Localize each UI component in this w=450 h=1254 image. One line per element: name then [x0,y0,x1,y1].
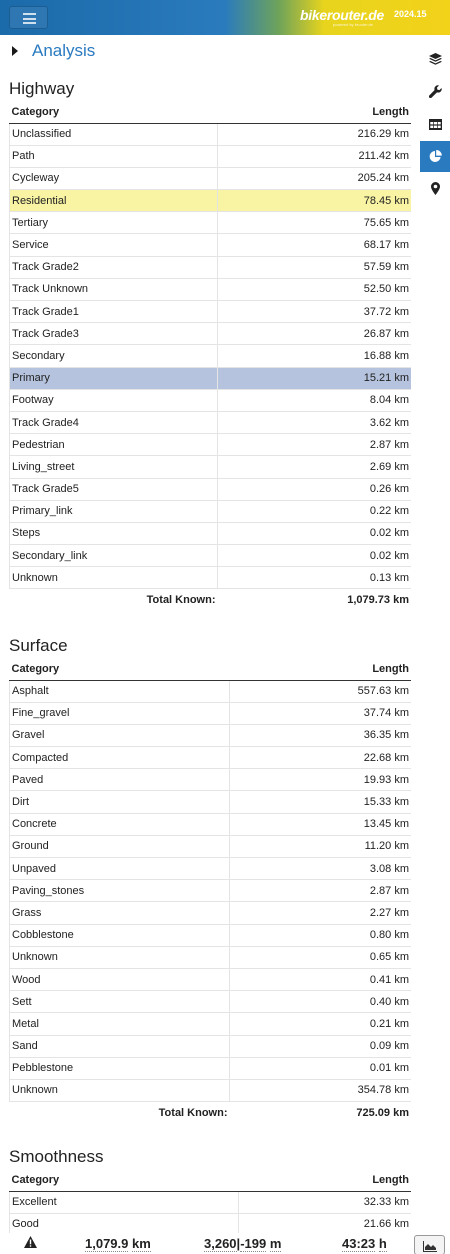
table-row[interactable] [10,345,412,367]
category-cell: Paved [10,769,230,791]
sidebar-tabs [420,42,450,205]
length-cell: 0.41 km [230,968,412,990]
menu-button[interactable] [9,6,48,29]
category-cell: Track Grade5 [10,478,218,500]
version-label: 2024.15 [394,9,427,19]
length-cell: 57.59 km [218,256,412,278]
category-cell: Steps [10,522,218,544]
warning-icon[interactable] [24,1236,37,1251]
table-row[interactable] [10,389,412,411]
table-row[interactable] [10,301,412,323]
length-cell: 0.02 km [218,522,412,544]
category-cell: Track Grade4 [10,411,218,433]
category-cell: Unknown [10,946,230,968]
category-cell: Compacted [10,747,230,769]
surface-total-row [10,1102,412,1124]
table-row[interactable] [10,902,412,924]
length-cell: 19.93 km [230,769,412,791]
table-row[interactable] [10,747,412,769]
table-row[interactable] [10,278,412,300]
length-cell: 354.78 km [230,1079,412,1101]
category-cell: Sand [10,1035,230,1057]
table-row[interactable] [10,545,412,567]
col-length: Length [239,1169,412,1191]
length-cell: 75.65 km [218,212,412,234]
category-cell: Unknown [10,1079,230,1101]
table-row[interactable] [10,234,412,256]
category-cell: Cycleway [10,167,218,189]
table-row[interactable] [10,456,412,478]
col-category: Category [10,1169,239,1191]
length-cell: 0.02 km [218,545,412,567]
length-cell: 216.29 km [218,123,412,145]
length-cell: 22.68 km [230,747,412,769]
category-cell: Gravel [10,724,230,746]
category-cell: Primary [10,367,218,389]
surface-section [9,636,411,1124]
route-distance [85,1236,151,1251]
surface-title: Surface [9,636,68,655]
table-row[interactable] [10,813,412,835]
distance-unit: km [132,1236,151,1251]
elevation-profile-button[interactable] [414,1235,445,1254]
table-row[interactable] [10,522,412,544]
logo-subtitle: powered by brouter.de [333,22,373,27]
length-cell: 52.50 km [218,278,412,300]
length-cell: 0.13 km [218,567,412,589]
highway-title: Highway [9,79,75,98]
category-cell: Track Grade2 [10,256,218,278]
table-row[interactable] [10,791,412,813]
distance-value: 1,079.9 [85,1236,129,1251]
length-cell: 0.26 km [218,478,412,500]
table-row[interactable] [10,256,412,278]
length-cell: 78.45 km [218,190,412,212]
length-cell: 32.33 km [239,1191,412,1213]
table-row[interactable] [10,1191,412,1213]
table-icon [429,119,442,130]
category-cell: Dirt [10,791,230,813]
tab-layers[interactable] [420,42,450,75]
category-cell: Secondary_link [10,545,218,567]
table-row[interactable] [10,991,412,1013]
length-cell: 0.09 km [230,1035,412,1057]
time-value: 43:23 [342,1236,376,1251]
category-cell: Excellent [10,1191,239,1213]
total-value: 725.09 km [230,1102,412,1124]
category-cell: Footway [10,389,218,411]
app-logo[interactable]: bikerouter.de [300,7,385,23]
table-row[interactable] [10,858,412,880]
smoothness-section [9,1147,411,1236]
highway-total-row [10,589,412,611]
analysis-toggle[interactable] [0,35,416,68]
table-row[interactable] [10,1013,412,1035]
length-cell: 3.08 km [230,858,412,880]
ascend-value: 3,260 [204,1236,237,1251]
route-stats-bar [0,1233,450,1254]
category-cell: Tertiary [10,212,218,234]
table-row[interactable] [10,924,412,946]
length-cell: 13.45 km [230,813,412,835]
col-length: Length [218,101,412,123]
length-cell: 36.35 km [230,724,412,746]
category-cell: Track Grade1 [10,301,218,323]
table-row[interactable] [10,212,412,234]
table-row[interactable] [10,1035,412,1057]
table-row[interactable] [10,323,412,345]
category-cell: Primary_link [10,500,218,522]
table-row[interactable] [10,1079,412,1101]
table-row[interactable] [10,123,412,145]
wrench-icon [429,85,442,98]
table-row[interactable] [10,724,412,746]
category-cell: Fine_gravel [10,702,230,724]
table-row[interactable] [10,434,412,456]
category-cell: Pedestrian [10,434,218,456]
pie-chart-icon [429,150,442,163]
table-row[interactable] [10,190,412,212]
length-cell: 2.69 km [218,456,412,478]
category-cell: Living_street [10,456,218,478]
time-unit: h [378,1236,387,1251]
table-row[interactable] [10,769,412,791]
table-row[interactable] [10,478,412,500]
descend-value: -199 [240,1236,267,1251]
category-cell: Track Unknown [10,278,218,300]
table-row[interactable] [10,968,412,990]
route-time [342,1236,387,1251]
length-cell: 0.80 km [230,924,412,946]
category-cell: Secondary [10,345,218,367]
length-cell: 0.01 km [230,1057,412,1079]
top-bar [0,0,450,35]
tab-analysis[interactable] [420,141,450,172]
category-cell: Paving_stones [10,880,230,902]
category-cell: Pebblestone [10,1057,230,1079]
table-row[interactable] [10,880,412,902]
total-value: 1,079.73 km [218,589,412,611]
length-cell: 11.20 km [230,835,412,857]
tab-settings[interactable] [420,75,450,108]
col-length: Length [230,658,412,680]
highway-section [9,79,411,611]
tab-table[interactable] [420,108,450,141]
table-row[interactable] [10,680,412,702]
length-cell: 0.40 km [230,991,412,1013]
category-cell: Residential [10,190,218,212]
length-cell: 37.72 km [218,301,412,323]
category-cell: Unclassified [10,123,218,145]
elevation-unit: m [269,1236,282,1251]
table-row[interactable] [10,167,412,189]
category-cell: Ground [10,835,230,857]
length-cell: 557.63 km [230,680,412,702]
category-cell: Unpaved [10,858,230,880]
category-cell: Metal [10,1013,230,1035]
category-cell: Track Grade3 [10,323,218,345]
surface-table [9,658,411,1124]
map-marker-icon [431,182,440,195]
route-elevation [204,1236,281,1251]
category-cell: Asphalt [10,680,230,702]
analysis-panel [0,35,416,68]
length-cell: 8.04 km [218,389,412,411]
table-row[interactable] [10,1057,412,1079]
area-chart-icon [423,1241,437,1252]
category-cell: Good [10,1213,239,1235]
hamburger-icon [23,13,36,24]
length-cell: 15.33 km [230,791,412,813]
total-label: Total Known: [10,1102,230,1124]
category-cell: Grass [10,902,230,924]
length-cell: 211.42 km [218,145,412,167]
length-cell: 0.21 km [230,1013,412,1035]
length-cell: 2.87 km [230,880,412,902]
elevation-separator: | [236,1236,241,1251]
smoothness-table [9,1169,411,1236]
col-category: Category [10,658,230,680]
category-cell: Cobblestone [10,924,230,946]
table-row[interactable] [10,835,412,857]
category-cell: Unknown [10,567,218,589]
length-cell: 3.62 km [218,411,412,433]
highway-table [9,101,411,611]
table-row[interactable] [10,500,412,522]
category-cell: Path [10,145,218,167]
analysis-title: Analysis [32,41,96,60]
category-cell: Concrete [10,813,230,835]
length-cell: 21.66 km [239,1213,412,1235]
length-cell: 15.21 km [218,367,412,389]
table-row[interactable] [10,367,412,389]
length-cell: 205.24 km [218,167,412,189]
length-cell: 0.22 km [218,500,412,522]
length-cell: 2.27 km [230,902,412,924]
length-cell: 16.88 km [218,345,412,367]
category-cell: Service [10,234,218,256]
table-row[interactable] [10,946,412,968]
table-row[interactable] [10,567,412,589]
category-cell: Wood [10,968,230,990]
table-row[interactable] [10,702,412,724]
col-category: Category [10,101,218,123]
length-cell: 37.74 km [230,702,412,724]
table-row[interactable] [10,145,412,167]
smoothness-title: Smoothness [9,1147,104,1166]
tab-pois[interactable] [420,172,450,205]
category-cell: Sett [10,991,230,1013]
length-cell: 68.17 km [218,234,412,256]
length-cell: 0.65 km [230,946,412,968]
table-row[interactable] [10,411,412,433]
length-cell: 26.87 km [218,323,412,345]
layers-icon [429,53,442,65]
length-cell: 2.87 km [218,434,412,456]
caret-right-icon [12,46,18,56]
total-label: Total Known: [10,589,218,611]
